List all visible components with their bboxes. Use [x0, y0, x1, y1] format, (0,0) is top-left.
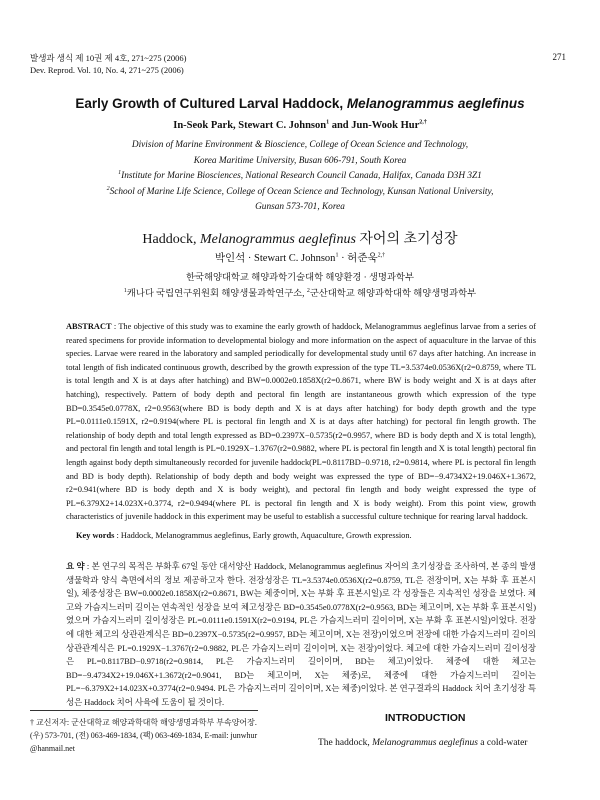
affiliations — [30, 138, 570, 216]
title-species: Melanogrammus aeglefinus — [346, 96, 525, 111]
korean-affiliation-1: 한국해양대학교 해양과학기술대학 해양환경 · 생명과학부 — [186, 273, 414, 283]
korean-authors-sup2: 2,† — [377, 252, 386, 259]
affiliation-line-4 — [30, 185, 570, 201]
keywords — [76, 531, 536, 540]
korean-aff-a: 캐나다 국립연구위원회 해양생물과학연구소, — [126, 289, 307, 299]
author-line — [30, 120, 570, 131]
korean-title-species: Melanogrammus aeglefinus — [199, 232, 356, 247]
korean-aff-sup2: 2 — [306, 287, 310, 294]
abstract-text: : The objective of this study was to examine the early growth of haddock, Melanogrammus aeglefinus larvae from a series of reared specimens for provide information to developmental biology and more information on the aspect of aquaculture in the larvae of this species. Larvae were reared in the laboratory and sampled periodically for developmental study until 67 days after hatching. An increase in total length of fish indicated continuous growth, described by the growth expression of the type TL=3.5374e0.0536X(r2=0.8759, where TL is total length and X is at days after hatching) and BW=0.0002e0.1858X(r2=0.8671, where BW is body weight and X is at days after hatching), respectively. Pattern of body depth and pectoral fin length are instantaneous growth which expression of the type BD=0.3545e0.0778X, r2=0.9563(where BD is body depth and X is at days after hatching) for body depth growth and the type PL=0.0111e0.1591X, r2=0.9194(where PL is pectoral fin length and X is at days after hatching) for pectoral fin length growth. The relationship of body depth and total length expressed as BD=0.2397X−0.5735(r2=0.9957, where BD is body depth and X is total length), and pectoral fin length and total length is PL=0.1929X−1.3767(r2=0.9882, where PL is pectoral fin length and X is total length) pectoral fin length against body depth simultaneously recorded for juvenile haddock(PL=0.8117BD−0.9718, r2=0.9814, where PL is pectoral fin length and BD is body depth). Relationship of body depth and body weight was expressed the type of BD=−9.4734X2+19.046X+1.3672, r2=0.941(where BD is body depth and X is body weight), and pectoral fin length and body weight expressed the type of PL=6.379X2+14.023X+0.3774, r2=0.9494(where PL is pectoral fin length and X is body weight). From this point view, growth characteristics of juvenile haddock in this experiment may be useful to establish a successful culture technique for rearing larval haddock. — [66, 322, 536, 522]
affiliation-text-4: School of Marine Life Science, College of Ocean Science and Technology, Kunsan National University, — [109, 186, 494, 197]
korean-affiliations — [30, 270, 570, 302]
korean-authors — [30, 250, 570, 265]
abstract-label: ABSTRACT — [66, 322, 112, 331]
korean-aff-sup1: 1 — [123, 287, 127, 294]
korean-aff-b: 군산대학교 해양과학대학 해양생명과학부 — [309, 289, 477, 299]
korean-title-a: Haddock, — [142, 232, 200, 247]
affiliation-sup-2: 2 — [106, 185, 110, 192]
section-heading-introduction: INTRODUCTION — [385, 712, 466, 724]
affiliation-line-1: Division of Marine Environment & Bioscience, College of Ocean Science and Technology, — [131, 140, 469, 150]
korean-authors-b: · 허준욱 — [338, 253, 378, 264]
affiliation-sup-1: 1 — [118, 169, 122, 176]
author-1-sup: 1 — [326, 119, 330, 126]
author-2-sup: 2,† — [419, 119, 427, 126]
footnote-divider — [30, 710, 258, 711]
title-main: Early Growth of Cultured Larval Haddock, — [75, 96, 347, 111]
intro-text-a: The haddock, — [318, 738, 373, 748]
affiliation-text-3: Institute for Marine Biosciences, National Research Council Canada, Halifax, Canada D3H 3Z1 — [121, 171, 482, 181]
corresponding-author-footnote — [30, 716, 280, 755]
author-2: and Jun-Wook Hur — [329, 120, 420, 131]
author-1: In-Seok Park, Stewart C. Johnson — [173, 120, 327, 131]
intro-text-species: Melanogrammus aeglefinus — [372, 738, 478, 748]
running-header — [30, 52, 186, 76]
korean-authors-sup1: 1 — [335, 252, 339, 259]
korean-abstract — [66, 560, 536, 710]
intro-text-b: a cold-water — [477, 738, 528, 748]
korean-authors-a: 박인석 · Stewart C. Johnson — [214, 253, 336, 264]
affiliation-line-5: Gunsan 573-701, Korea — [255, 202, 345, 212]
keywords-text: : Haddock, Melanogrammus aeglefinus, Early growth, Aquaculture, Growth expression. — [114, 531, 412, 540]
footnote-line-1: † 교신저자: 군산대학교 해양과학대학 해양생명과학부 부속양어장. — [30, 718, 257, 727]
korean-affiliation-2 — [30, 286, 570, 302]
korean-title — [30, 228, 570, 248]
korean-abstract-label: 요 약 — [66, 562, 85, 571]
header-korean: 발생과 생식 제 10권 제 4호, 271~275 (2006) — [30, 53, 187, 63]
affiliation-line-2: Korea Maritime University, Busan 606-791, South Korea — [193, 155, 407, 166]
korean-abstract-text: : 본 연구의 목적은 부화후 67일 동안 대서양산 Haddock, Melanogrammus aeglefinus 자어의 초기성장을 조사하여, 본 종의 발생생물학과 양식 측면에서의 정보 제공하고자 한다. 전장성장은 TL=3.5374e0.0536X(r2=0.8759, TL은 전장이며, X는 부화 후 표본시일), 체중성장은 BW=0.0002e0.1858X(r2=0.8671, BW는 체중이며, X는 부화 후 표본시일)로 각 성장들은 지속적인 성장을 보였다. 체고와 가슴지느러미 길이는 연속적인 성장을 보여 체고성장은 BD=0.3545e0.0778X(r2=0.9563, BD는 체고이며, X는 부화 후 표본시일)였으며 가슴지느러미 길이성장은 PL=0.0111e0.1591X(r2=0.9194, PL은 가슴지느러미 길이이며, X는 부화 후 표본시일)이었다. 전장에 대한 체고의 상관관계식은 BD=0.2397X−0.5735(r2=0.9957, BD는 체고이며, X는 전장)이었으며 전장에 대한 가슴지느러미 길이의 상관관계식은 PL=0.1929X−1.3767(r2=0.9882, PL은 가슴지느러미 길이이며, X는 전장)이었다. 체고에 대한 가슴지느러미 길이성장은 PL=0.8117BD−0.9718(r2=0.9814, PL은 가슴지느러미 길이이며, BD는 체고)이었다. 체중에 대한 체고는 BD=−9.4734X2+19.046X+1.3672(r2=0.9041, BD는 체고이며, X는 체중)로, 체중에 대한 가슴지느러미 길이는 PL=−6.379X2+14.023X+0.3774(r2=0.9494. PL은 가슴지느러미 길이이며, X는 체중)이었다. 본 연구결과의 Haddock 치어 초기성장 특성은 Haddock 치어 사육에 도움이 될 것이다. — [66, 562, 536, 707]
page-number: 271 — [552, 52, 566, 62]
affiliation-line-3 — [30, 169, 570, 185]
header-english: Dev. Reprod. Vol. 10, No. 4, 271~275 (2006) — [30, 65, 184, 75]
footnote-line-3: @hanmail.net — [30, 744, 75, 753]
abstract — [66, 320, 536, 524]
keywords-label: Key words — [76, 531, 115, 540]
footnote-line-2: (우) 573-701, (전) 063-469-1834, (팩) 063-469-1834, E-mail: junwhur — [30, 731, 258, 740]
introduction-text — [318, 738, 527, 748]
article-title — [30, 96, 570, 111]
korean-title-b: 자어의 초기성장 — [355, 232, 458, 247]
